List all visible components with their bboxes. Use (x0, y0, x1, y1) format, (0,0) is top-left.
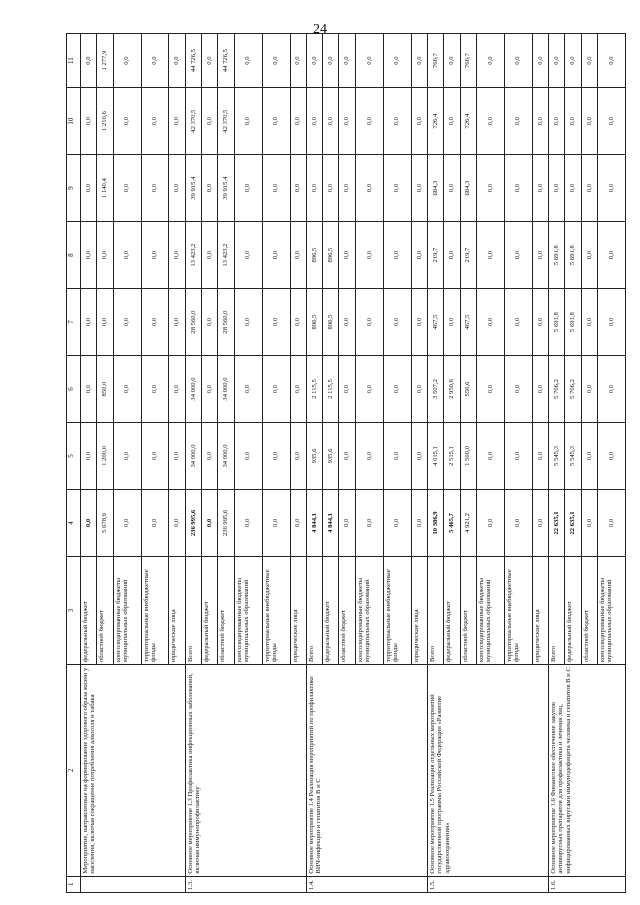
funding-source: территориальные внебюджетные фонды (262, 556, 290, 664)
amount-cell: 0,0 (339, 222, 355, 289)
amount-cell: 0,0 (383, 34, 411, 88)
amount-cell: 0,0 (597, 155, 625, 222)
amount-cell: 0,0 (581, 356, 597, 423)
amount-cell: 0,0 (339, 155, 355, 222)
amount-cell: 0,0 (597, 356, 625, 423)
amount-cell: 0,0 (141, 356, 169, 423)
amount-cell: 0,0 (383, 222, 411, 289)
amount-cell: 0,0 (97, 289, 113, 356)
amount-cell: 684,3 (427, 155, 443, 222)
amount-cell: 0,0 (202, 222, 218, 289)
amount-cell: 0,0 (355, 423, 383, 490)
amount-cell: 0,0 (383, 88, 411, 155)
amount-cell: 0,0 (532, 356, 548, 423)
amount-cell: 0,0 (113, 88, 141, 155)
amount-cell: 0,0 (262, 34, 290, 88)
funding-source: областной бюджет (460, 556, 476, 664)
amount-cell: 0,0 (141, 34, 169, 88)
amount-cell: 10 386,9 (427, 489, 443, 556)
amount-cell: 0,0 (290, 222, 306, 289)
amount-cell: 0,0 (581, 489, 597, 556)
funding-source: федеральный бюджет (323, 556, 339, 664)
amount-cell: 0,0 (411, 289, 427, 356)
amount-cell: 0,0 (141, 222, 169, 289)
amount-cell: 5 706,2 (565, 356, 581, 423)
amount-cell: 22 635,1 (548, 489, 564, 556)
amount-cell: 0,0 (444, 34, 460, 88)
funding-source: территориальные внебюджетные фонды (504, 556, 532, 664)
funding-source: федеральный бюджет (81, 556, 97, 664)
amount-cell: 0,0 (234, 489, 262, 556)
amount-cell: 0,0 (565, 88, 581, 155)
amount-cell: 0,0 (411, 489, 427, 556)
amount-cell: 0,0 (113, 489, 141, 556)
amount-cell: 0,0 (202, 356, 218, 423)
amount-cell: 219,7 (460, 222, 476, 289)
amount-cell: 0,0 (411, 155, 427, 222)
measure-title: Основное мероприятие 1.3 Профилактика инфекционных заболеваний, включая иммунопрофилактику (185, 665, 306, 877)
item-number: 1.6. (548, 876, 625, 892)
amount-cell: 1 210,6 (97, 88, 113, 155)
funding-source: федеральный бюджет (565, 556, 581, 664)
amount-cell: 0,0 (81, 289, 97, 356)
amount-cell: 28 560,0 (185, 289, 201, 356)
amount-cell: 0,0 (411, 222, 427, 289)
column-header: 2 (67, 665, 81, 877)
amount-cell: 5 691,8 (548, 289, 564, 356)
amount-cell: 0,0 (355, 289, 383, 356)
amount-cell: 4 921,2 (460, 489, 476, 556)
measure-title: Основное мероприятие 1.4 Реализация мероприятий по профилактике ВИЧ-инфекции и гепатитов В и С (306, 665, 427, 877)
amount-cell: 0,0 (202, 489, 218, 556)
amount-cell: 935,6 (323, 423, 339, 490)
amount-cell: 726,4 (460, 88, 476, 155)
amount-cell: 0,0 (81, 356, 97, 423)
amount-cell: 0,0 (581, 423, 597, 490)
amount-cell: 0,0 (355, 88, 383, 155)
amount-cell: 0,0 (290, 289, 306, 356)
funding-source: консолидированные бюджеты муниципальных образований (597, 556, 625, 664)
amount-cell: 0,0 (581, 155, 597, 222)
amount-cell: 22 635,1 (565, 489, 581, 556)
column-header: 5 (67, 423, 81, 490)
amount-cell: 0,0 (476, 155, 504, 222)
amount-cell: 0,0 (597, 88, 625, 155)
amount-cell: 5 706,2 (548, 356, 564, 423)
funding-source: Всего (185, 556, 201, 664)
funding-source: консолидированные бюджеты муниципальных образований (355, 556, 383, 664)
amount-cell: 0,0 (202, 289, 218, 356)
amount-cell: 0,0 (597, 489, 625, 556)
amount-cell: 39 915,4 (218, 155, 234, 222)
amount-cell: 0,0 (597, 423, 625, 490)
amount-cell: 0,0 (169, 356, 185, 423)
funding-source: областной бюджет (339, 556, 355, 664)
amount-cell: 0,0 (411, 88, 427, 155)
amount-cell: 1 200,0 (97, 423, 113, 490)
amount-cell: 0,0 (476, 34, 504, 88)
header-row (67, 34, 81, 893)
funding-source: Всего (548, 556, 564, 664)
funding-source: консолидированные бюджеты муниципальных образований (476, 556, 504, 664)
amount-cell: 0,0 (202, 88, 218, 155)
table-row (548, 34, 564, 893)
amount-cell: 0,0 (444, 155, 460, 222)
amount-cell: 2 515,1 (444, 423, 460, 490)
amount-cell: 0,0 (81, 155, 97, 222)
amount-cell: 0,0 (339, 34, 355, 88)
funding-source: федеральный бюджет (202, 556, 218, 664)
amount-cell: 0,0 (548, 155, 564, 222)
amount-cell: 0,0 (581, 88, 597, 155)
amount-cell: 0,0 (202, 155, 218, 222)
amount-cell: 1 500,0 (460, 423, 476, 490)
amount-cell: 0,0 (97, 222, 113, 289)
amount-cell: 766,7 (460, 34, 476, 88)
amount-cell: 0,0 (290, 423, 306, 490)
amount-cell: 0,0 (444, 88, 460, 155)
amount-cell: 0,0 (504, 423, 532, 490)
amount-cell: 896,5 (306, 289, 322, 356)
amount-cell: 0,0 (202, 423, 218, 490)
amount-cell: 766,7 (427, 34, 443, 88)
amount-cell: 0,0 (548, 88, 564, 155)
amount-cell: 0,0 (262, 423, 290, 490)
amount-cell: 896,5 (323, 222, 339, 289)
column-header: 9 (67, 155, 81, 222)
funding-source: областной бюджет (218, 556, 234, 664)
amount-cell: 0,0 (355, 356, 383, 423)
table-row (306, 34, 322, 893)
column-header: 8 (67, 222, 81, 289)
amount-cell: 0,0 (339, 489, 355, 556)
amount-cell: 0,0 (339, 356, 355, 423)
table-row (81, 34, 97, 893)
amount-cell: 0,0 (202, 34, 218, 88)
amount-cell: 0,0 (290, 155, 306, 222)
amount-cell: 2 115,5 (323, 356, 339, 423)
amount-cell: 0,0 (504, 222, 532, 289)
amount-cell: 219,7 (427, 222, 443, 289)
amount-cell: 0,0 (169, 423, 185, 490)
amount-cell: 0,0 (234, 289, 262, 356)
amount-cell: 0,0 (306, 88, 322, 155)
amount-cell: 0,0 (581, 222, 597, 289)
amount-cell: 896,5 (306, 222, 322, 289)
funding-source: территориальные внебюджетные фонды (383, 556, 411, 664)
amount-cell: 34 000,0 (218, 356, 234, 423)
amount-cell: 0,0 (355, 489, 383, 556)
amount-cell: 0,0 (290, 88, 306, 155)
amount-cell: 0,0 (81, 34, 97, 88)
amount-cell: 5 691,8 (565, 222, 581, 289)
amount-cell: 42 370,5 (218, 88, 234, 155)
column-header: 6 (67, 356, 81, 423)
funding-source: юридические лица (169, 556, 185, 664)
amount-cell: 0,0 (113, 289, 141, 356)
amount-cell: 4 015,1 (427, 423, 443, 490)
amount-cell: 0,0 (383, 289, 411, 356)
amount-cell: 0,0 (169, 155, 185, 222)
amount-cell: 0,0 (355, 155, 383, 222)
measure-title: Мероприятие, направленные на формирование здорового образа жизни у населения, включая сокращение потребления алкоголя и табака (81, 665, 186, 877)
amount-cell: 0,0 (262, 489, 290, 556)
amount-cell: 726,4 (427, 88, 443, 155)
amount-cell: 3 507,2 (427, 356, 443, 423)
amount-cell: 13 423,2 (185, 222, 201, 289)
amount-cell: 0,0 (141, 88, 169, 155)
column-header: 1 (67, 876, 81, 892)
funding-source: юридические лица (290, 556, 306, 664)
amount-cell: 935,6 (306, 423, 322, 490)
amount-cell: 0,0 (504, 356, 532, 423)
funding-source: областной бюджет (97, 556, 113, 664)
amount-cell: 0,0 (532, 423, 548, 490)
amount-cell: 0,0 (476, 222, 504, 289)
amount-cell: 556,6 (460, 356, 476, 423)
amount-cell: 0,0 (169, 222, 185, 289)
amount-cell: 0,0 (444, 222, 460, 289)
amount-cell: 0,0 (81, 222, 97, 289)
amount-cell: 0,0 (581, 289, 597, 356)
amount-cell: 34 000,0 (218, 423, 234, 490)
measure-title: Основное мероприятие 1.5 Реализация отдельных мероприятий государственной программы Российской Федерации «Развитие здравоохранения» (427, 665, 548, 877)
column-header: 10 (67, 88, 81, 155)
column-header: 4 (67, 489, 81, 556)
amount-cell: 2 950,6 (444, 356, 460, 423)
funding-source: юридические лица (411, 556, 427, 664)
amount-cell: 0,0 (306, 155, 322, 222)
amount-cell: 0,0 (476, 356, 504, 423)
amount-cell: 5 678,9 (97, 489, 113, 556)
amount-cell: 0,0 (532, 489, 548, 556)
amount-cell: 44 726,5 (218, 34, 234, 88)
amount-cell: 0,0 (113, 34, 141, 88)
amount-cell: 4 844,1 (306, 489, 322, 556)
amount-cell: 0,0 (81, 88, 97, 155)
amount-cell: 0,0 (141, 489, 169, 556)
amount-cell: 0,0 (81, 489, 97, 556)
amount-cell: 0,0 (290, 489, 306, 556)
table-row (185, 34, 201, 893)
amount-cell: 0,0 (597, 222, 625, 289)
amount-cell: 0,0 (532, 155, 548, 222)
amount-cell: 0,0 (169, 489, 185, 556)
amount-cell: 0,0 (262, 155, 290, 222)
amount-cell: 0,0 (113, 423, 141, 490)
amount-cell: 0,0 (355, 222, 383, 289)
amount-cell: 0,0 (234, 155, 262, 222)
amount-cell: 5 465,7 (444, 489, 460, 556)
amount-cell: 0,0 (504, 88, 532, 155)
item-number: 1.5. (427, 876, 548, 892)
amount-cell: 5 691,8 (548, 222, 564, 289)
amount-cell: 0,0 (81, 423, 97, 490)
table-row (427, 34, 443, 893)
budget-table (66, 33, 626, 893)
amount-cell: 0,0 (383, 423, 411, 490)
amount-cell: 0,0 (444, 289, 460, 356)
amount-cell: 0,0 (532, 88, 548, 155)
amount-cell: 0,0 (234, 34, 262, 88)
amount-cell: 0,0 (141, 289, 169, 356)
amount-cell: 5 545,3 (565, 423, 581, 490)
amount-cell: 236 995,6 (218, 489, 234, 556)
amount-cell: 0,0 (532, 289, 548, 356)
amount-cell: 0,0 (476, 289, 504, 356)
amount-cell: 0,0 (141, 155, 169, 222)
amount-cell: 0,0 (169, 289, 185, 356)
page-number: 24 (313, 22, 327, 37)
amount-cell: 0,0 (411, 356, 427, 423)
amount-cell: 0,0 (323, 34, 339, 88)
amount-cell: 0,0 (411, 34, 427, 88)
column-header: 3 (67, 556, 81, 664)
amount-cell: 0,0 (234, 356, 262, 423)
amount-cell: 0,0 (323, 88, 339, 155)
funding-source: Всего (427, 556, 443, 664)
amount-cell: 0,0 (339, 88, 355, 155)
amount-cell: 0,0 (565, 155, 581, 222)
amount-cell: 467,5 (460, 289, 476, 356)
amount-cell: 0,0 (262, 222, 290, 289)
amount-cell: 0,0 (355, 34, 383, 88)
amount-cell: 0,0 (504, 34, 532, 88)
amount-cell: 850,0 (97, 356, 113, 423)
amount-cell: 0,0 (113, 222, 141, 289)
amount-cell: 1 277,9 (97, 34, 113, 88)
amount-cell: 0,0 (306, 34, 322, 88)
funding-source: Всего (306, 556, 322, 664)
amount-cell: 0,0 (262, 289, 290, 356)
amount-cell: 0,0 (476, 88, 504, 155)
amount-cell: 4 844,1 (323, 489, 339, 556)
funding-source: юридические лица (532, 556, 548, 664)
funding-source: консолидированные бюджеты муниципальных образований (113, 556, 141, 664)
amount-cell: 0,0 (234, 222, 262, 289)
amount-cell: 1 140,4 (97, 155, 113, 222)
amount-cell: 2 115,5 (306, 356, 322, 423)
amount-cell: 0,0 (383, 155, 411, 222)
amount-cell: 0,0 (565, 34, 581, 88)
amount-cell: 236 995,6 (185, 489, 201, 556)
amount-cell: 5 545,3 (548, 423, 564, 490)
amount-cell: 0,0 (504, 289, 532, 356)
item-number: 1.4. (306, 876, 427, 892)
column-header: 11 (67, 34, 81, 88)
amount-cell: 0,0 (234, 88, 262, 155)
amount-cell: 0,0 (597, 289, 625, 356)
amount-cell: 0,0 (548, 34, 564, 88)
amount-cell: 467,5 (427, 289, 443, 356)
amount-cell: 0,0 (504, 489, 532, 556)
amount-cell: 13 423,2 (218, 222, 234, 289)
amount-cell: 896,5 (323, 289, 339, 356)
amount-cell: 34 000,0 (185, 423, 201, 490)
amount-cell: 0,0 (476, 489, 504, 556)
funding-source: консолидированные бюджеты муниципальных образований (234, 556, 262, 664)
amount-cell: 28 560,0 (218, 289, 234, 356)
amount-cell: 0,0 (141, 423, 169, 490)
measure-title: Основное мероприятие 1.6 Финансовое обеспечение закупок антивирусных препаратов для профилактики и лечения лиц, инфицированных вирусами иммунодефицита человека и гепатитов В и С (548, 665, 625, 877)
amount-cell: 684,3 (460, 155, 476, 222)
column-header: 7 (67, 289, 81, 356)
amount-cell: 0,0 (532, 222, 548, 289)
amount-cell: 0,0 (113, 155, 141, 222)
amount-cell: 42 370,5 (185, 88, 201, 155)
item-number (81, 876, 186, 892)
amount-cell: 0,0 (262, 88, 290, 155)
amount-cell: 0,0 (383, 356, 411, 423)
amount-cell: 0,0 (383, 489, 411, 556)
funding-source: территориальные внебюджетные фонды (141, 556, 169, 664)
amount-cell: 0,0 (169, 88, 185, 155)
amount-cell: 0,0 (290, 356, 306, 423)
amount-cell: 0,0 (597, 34, 625, 88)
amount-cell: 0,0 (113, 356, 141, 423)
amount-cell: 0,0 (169, 34, 185, 88)
amount-cell: 0,0 (581, 34, 597, 88)
amount-cell: 0,0 (339, 289, 355, 356)
amount-cell: 0,0 (504, 155, 532, 222)
amount-cell: 0,0 (262, 356, 290, 423)
amount-cell: 0,0 (532, 34, 548, 88)
amount-cell: 5 691,8 (565, 289, 581, 356)
amount-cell: 44 726,5 (185, 34, 201, 88)
amount-cell: 0,0 (339, 423, 355, 490)
amount-cell: 0,0 (234, 423, 262, 490)
amount-cell: 34 000,0 (185, 356, 201, 423)
amount-cell: 0,0 (323, 155, 339, 222)
funding-source: федеральный бюджет (444, 556, 460, 664)
amount-cell: 0,0 (290, 34, 306, 88)
item-number: 1.3. (185, 876, 306, 892)
rotated-table-container (66, 33, 626, 893)
funding-source: областной бюджет (581, 556, 597, 664)
amount-cell: 39 915,4 (185, 155, 201, 222)
amount-cell: 0,0 (411, 423, 427, 490)
amount-cell: 0,0 (476, 423, 504, 490)
